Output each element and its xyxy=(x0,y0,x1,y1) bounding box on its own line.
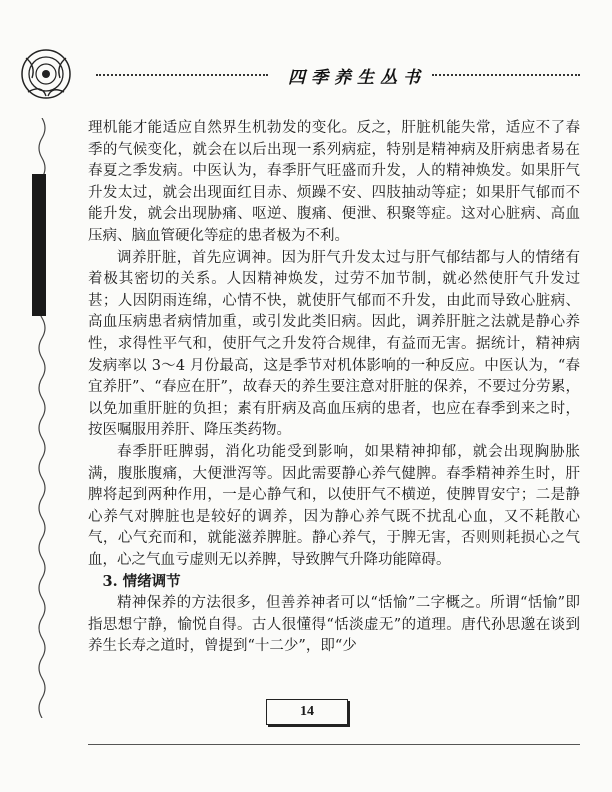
footer-rule xyxy=(88,744,580,745)
header-rule-left xyxy=(96,74,268,76)
body-text xyxy=(88,118,580,658)
running-header-title: 四季养生丛书 xyxy=(288,68,426,88)
margin-black-tab xyxy=(32,174,46,316)
paragraph-1: 理机能才能适应自然界生机勃发的变化。反之，肝脏机能失常，适应不了春季的气候变化，就会在以后出现一系列病症，特别是精神病及肝病患者易在春夏之季发病。中医认为，春季肝气旺盛而升发，人的精神焕发。如果肝气升发太过，就会出现面红目赤、烦躁不安、四肢抽动等症；如果肝气郁而不能升发，就会出现胁痛、呕逆、腹痛、便泄、积聚等症。这对心脏病、高血压病、脑血管硬化等症的患者极为不利。 xyxy=(88,120,580,244)
section-heading: 3. 情绪调节 xyxy=(102,573,181,591)
header-rule-right xyxy=(432,74,580,76)
page-number: 14 xyxy=(266,699,348,725)
paragraph-list xyxy=(88,118,580,571)
paragraph-3: 春季肝旺脾弱，消化功能受到影响，如果精神抑郁，就会出现胸胁胀满，腹胀腹痛，大便泄泻等。因此需要静心养气健脾。春季精神养生时，肝脾将起到两种作用，一是心静气和，以使肝气不横逆，使脾胃安宁；二是静心养气对脾脏也是较好的调养，因为静心养气既不扰乱心血，又不耗散心气，心气充而和，就能滋养脾脏。静心养气，于脾无害，否则则耗损心之气血，心之气血亏虚则无以养脾，导致脾气升降功能障碍。 xyxy=(88,443,580,568)
paragraph-4: 精神保养的方法很多，但善养神者可以“恬愉”二字概之。所谓“恬愉”即指思想宁静，愉悦自得。古人很懂得“恬淡虚无”的道理。唐代孙思邈在谈到养生长寿之道时，曾提到“十二少”，即“少 xyxy=(88,595,580,655)
paragraph-2: 调养肝脏，首先应调神。因为肝气升发太过与肝气郁结都与人的情绪有着极其密切的关系。人因精神焕发，过劳不加节制，就必然使肝气升发过甚；人因阴雨连绵，心情不快，就使肝气郁而不升发，由此而导致心脏病、高血压病患者病情加重，或引发此类旧病。因此，调养肝脏之法就是静心养性，求得性平气和，使肝气之升发符合规律，有益而无害。据统计，精神病发病率以 3～4 月份最高，这是季节对机体影响的一种反应。中医认为，“春宜养肝”、“春应在肝”，故春天的养生要注意对肝脏的保养，不要过分劳累，以免加重肝脏的负担；素有肝病及高血压病的患者，也应在春季到来之时，按医嘱服用养肝、降压类药物。 xyxy=(88,249,580,439)
rose-ornament-icon xyxy=(18,46,74,102)
